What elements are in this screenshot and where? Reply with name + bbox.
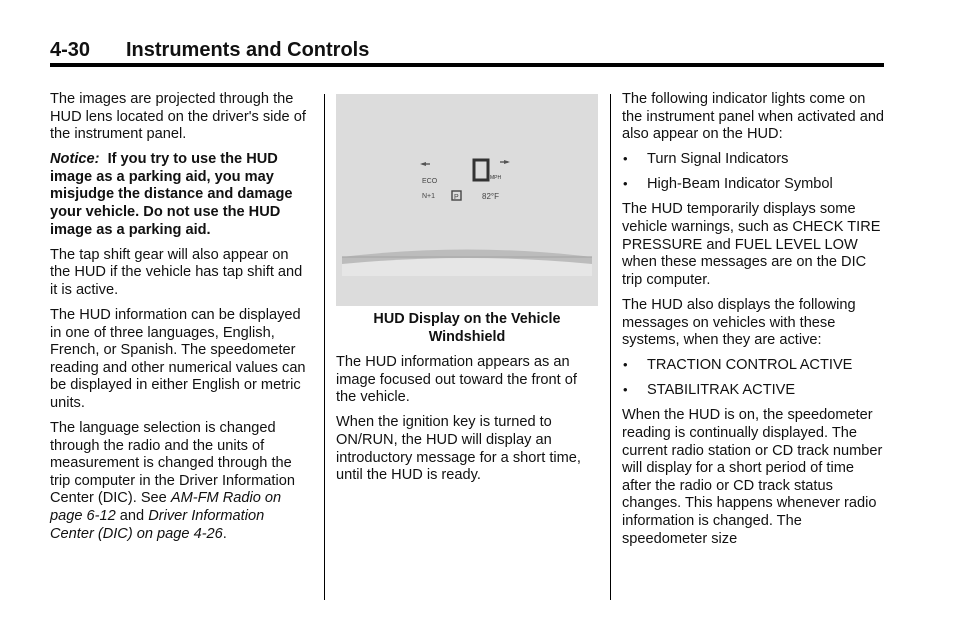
paragraph: The HUD information can be displayed in one of three languages, English, French, or Spanish. The speedometer reading and other numerical values can be displayed in either English or metric units. <box>50 307 306 411</box>
column-divider <box>324 94 325 600</box>
paragraph: The tap shift gear will also appear on the HUD if the vehicle has tap shift and it is active. <box>50 246 303 298</box>
list-item <box>622 357 886 375</box>
hud-gear-range: N+1 <box>422 193 436 200</box>
section-title: Instruments and Controls <box>126 39 370 61</box>
period-text: . <box>222 525 227 542</box>
hud-gear-indicator: P <box>454 194 459 201</box>
paragraph: When the ignition key is turned to ON/RUN, the HUD will display an introductory message for a short time, until the HUD is ready. <box>336 414 581 484</box>
paragraph: The images are projected through the HUD lens located on the driver's side of the instrument panel. <box>50 91 306 143</box>
cross-reference-link[interactable]: AM-FM Radio on page 6-12 <box>50 490 282 525</box>
conjunction-text: and <box>119 508 145 525</box>
figure-caption: HUD Display on the Vehicle Windshield <box>373 311 561 345</box>
notice-label: Notice: <box>50 151 100 168</box>
hud-eco-indicator: ECO <box>422 178 438 185</box>
cross-reference-link[interactable]: Driver Information Center (DIC) on page 4-26 <box>50 508 265 542</box>
paragraph: The HUD temporarily displays some vehicle warnings, such as CHECK TIRE PRESSURE and FUEL LEVEL LOW when these messages are on the DIC trip computer. <box>622 201 881 288</box>
column-divider <box>610 94 611 600</box>
list-item-text: High-Beam Indicator Symbol <box>647 176 833 193</box>
paragraph: The following indicator lights come on the instrument panel when activated and also appear on the HUD: <box>622 91 885 143</box>
hud-illustration <box>336 94 598 306</box>
bullet-icon: • <box>623 357 628 373</box>
paragraph: The HUD information appears as an image focused out toward the front of the vehicle. <box>336 354 577 406</box>
page-header <box>50 39 884 65</box>
paragraph-text: The language selection is changed through the radio and the units of measurement is changed through the trip computer in the Driver Information Center (DIC). See <box>50 420 295 507</box>
hud-display-photo <box>336 94 598 306</box>
bullet-icon: • <box>623 176 628 192</box>
column-left <box>50 91 312 551</box>
paragraph: When the HUD is on, the speedometer reading is continually displayed. The current radio station or CD track number will display for a short period of time after the radio or CD track status changes. This happens whenever radio information is changed. The speedometer size <box>622 407 883 547</box>
list-item-text: TRACTION CONTROL ACTIVE <box>647 357 853 374</box>
bullet-icon: • <box>623 382 628 398</box>
list-item-text: STABILITRAK ACTIVE <box>647 382 796 399</box>
column-middle <box>336 91 598 492</box>
page-number: 4-30 <box>50 39 91 61</box>
list-item <box>622 151 886 169</box>
hud-temperature: 82°F <box>482 192 499 201</box>
list-item <box>622 382 886 400</box>
paragraph: The HUD also displays the following messages on vehicles with these systems, when they are active: <box>622 296 856 349</box>
header-rule <box>50 63 884 67</box>
notice-text: If you try to use the HUD image as a parking aid, you may misjudge the distance and damage your vehicle. Do not use the HUD image as a parking aid. <box>50 151 293 238</box>
column-right <box>622 91 886 556</box>
bullet-icon: • <box>623 151 628 167</box>
list-item-text: Turn Signal Indicators <box>647 151 789 168</box>
hud-speed-unit: MPH <box>490 175 502 181</box>
list-item <box>622 176 886 194</box>
notice-paragraph <box>50 151 312 239</box>
paragraph <box>50 420 312 543</box>
